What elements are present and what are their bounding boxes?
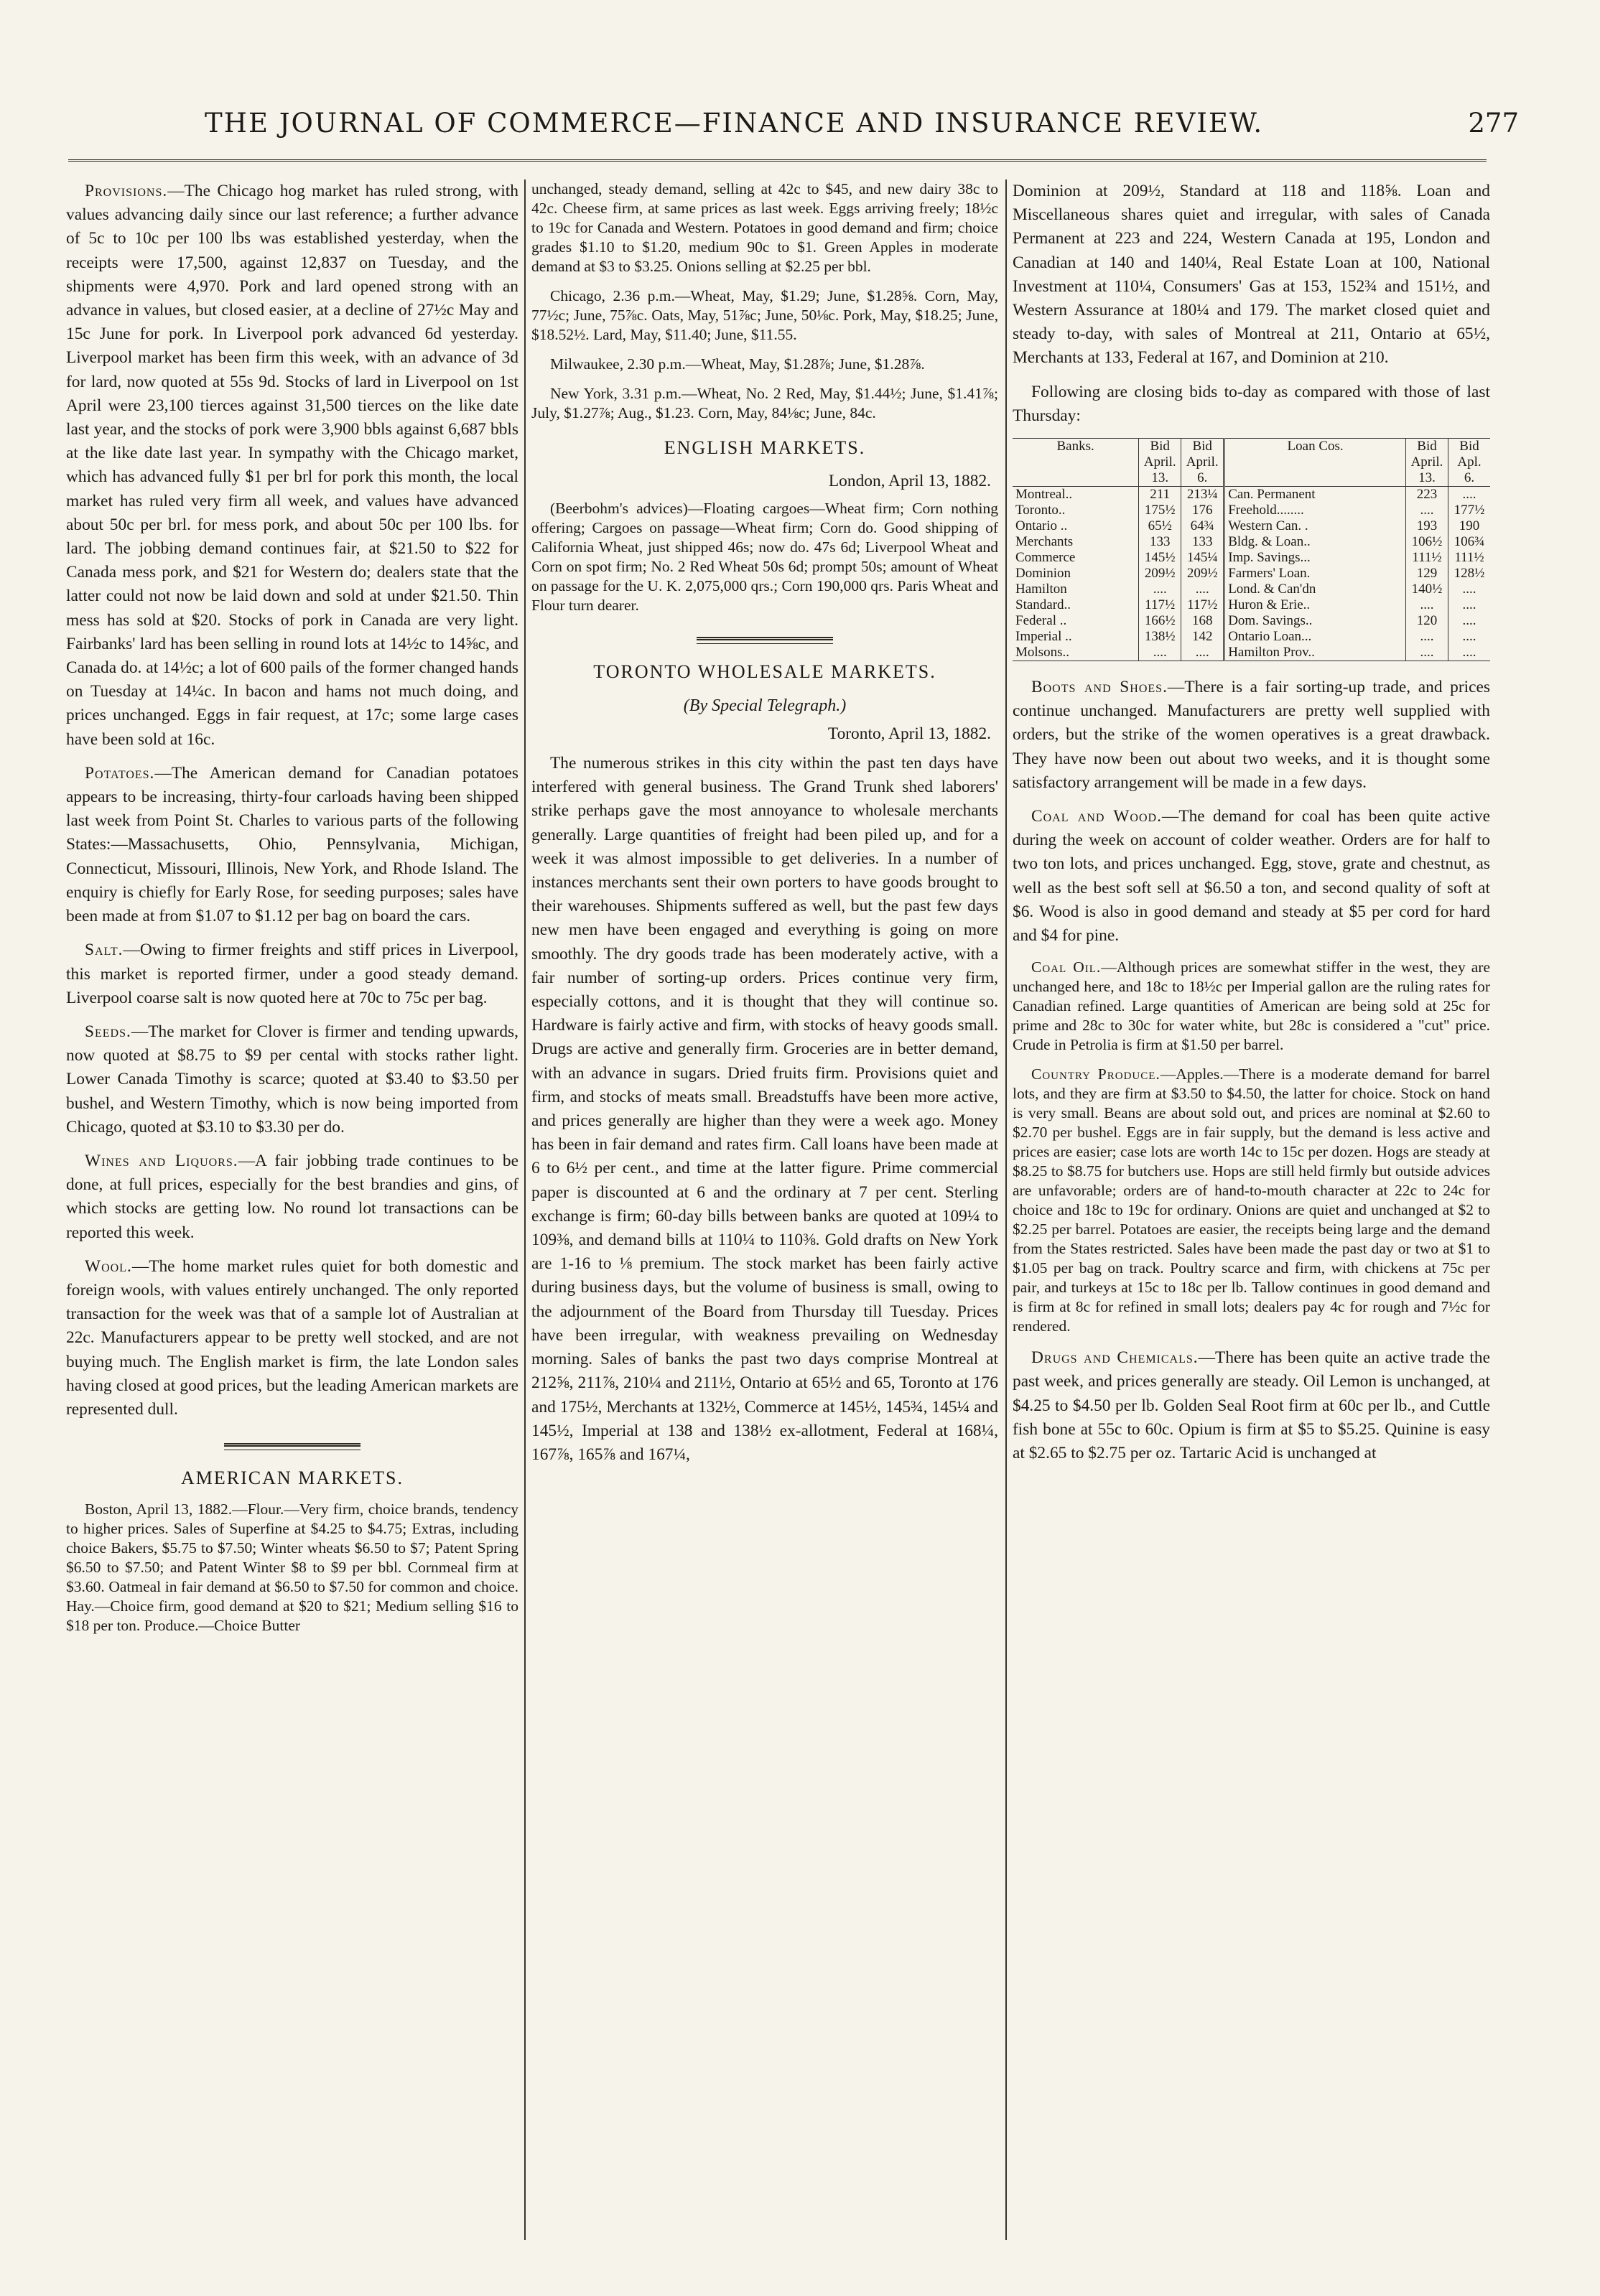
- coal-wood-paragraph: [1013, 805, 1490, 948]
- table-cell: Ontario ..: [1015, 518, 1068, 534]
- header-rule: [68, 159, 1487, 162]
- table-cell: 175½: [1139, 503, 1181, 518]
- paragraph-text: —Although prices are somewhat stiffer in the west, they are unchanged here, and 18c to 18½c per Imperial gallon are the ruling rates for Canadian refined. Large quantities of American are being sold at 25c for prime and 28c to 30c for water white, but 28c is considered a "cut" price. Crude in Petrolia is firm at $1.50 per barrel.: [1013, 958, 1490, 1054]
- table-row: [1013, 534, 1490, 550]
- section-lead: Seeds.: [85, 1022, 131, 1041]
- table-cell: Freehold........: [1224, 503, 1406, 518]
- paragraph-text: —The home market rules quiet for both domestic and foreign wools, with values entirely unchanged. The only reported transaction for the week was that of a sample lot of Australian at 22c. Manufacturers appear to be pretty well stocked, and are not buying much. The English market is firm, the late London sales having closed at good prices, but the leading American markets are represented dull.: [66, 1256, 518, 1419]
- table-row: [1013, 613, 1490, 629]
- new-york-paragraph: New York, 3.31 p.m.—Wheat, No. 2 Red, May, $1.44½; June, $1.41⅞; July, $1.27⅞; Aug., $1.23. Corn, May, 84⅛c; June, 84c.: [531, 385, 998, 421]
- section-lead: Coal Oil.: [1031, 958, 1102, 976]
- table-cell: 176: [1181, 503, 1224, 518]
- table-cell: Lond. & Can'dn: [1224, 582, 1406, 597]
- table-row: [1013, 582, 1490, 597]
- paragraph-text: —There is a fair sorting-up trade, and prices continue unchanged. Manufacturers are pretty well supplied with orders, but the strike of the women operatives is a great drawback. They have now been out about two weeks, and it is thought some satisfactory arrangement will be made in a few days.: [1013, 678, 1490, 792]
- closing-bids-table: [1013, 438, 1490, 661]
- drugs-paragraph: [1013, 1346, 1490, 1465]
- closing-bids-intro: Following are closing bids to-day as compared with those of last Thursday:: [1013, 382, 1490, 425]
- paragraph-text: —The demand for coal has been quite active during the week on account of colder weather. Orders are for half to two ton lots, and prices unchanged. Egg, stove, grate and chestnut, as well as the best soft sell at $6.50 a ton, and second quality of soft at $6. Wood is also in good demand and steady at $5 per cord for hard and $4 for pine.: [1013, 807, 1490, 946]
- section-lead: Drugs and Chemicals.: [1031, 1348, 1199, 1368]
- table-cell: 111½: [1448, 550, 1491, 566]
- stock-sales-paragraph: Dominion at 209½, Standard at 118 and 118⅝. Loan and Miscellaneous shares quiet and irregular, with sales of Canada Permanent at 223 and 224, Western Canada at 195, London and Canadian at 140 and 140¼, Real Estate Loan at 100, National Investment at 110¼, Consumers' Gas at 153, 152¾ and 151½, and Western Assurance at 180¼ and 179. The market closed quiet and steady to-day, with sales of Montreal at 211, Ontario at 65½, Merchants at 133, Federal at 167, and Dominion at 210.: [1013, 182, 1490, 368]
- table-cell: Bldg. & Loan..: [1224, 534, 1406, 550]
- journal-title: THE JOURNAL OF COMMERCE—FINANCE AND INSURANCE REVIEW.: [205, 108, 1264, 139]
- table-cell: 193: [1406, 518, 1448, 534]
- table-cell: 128½: [1448, 566, 1491, 582]
- table-cell: 209½: [1181, 566, 1224, 582]
- beerbohm-paragraph: (Beerbohm's advices)—Floating cargoes—Wheat firm; Corn nothing offering; Cargoes on passage—Wheat firm; Corn do. Good shipping of California Wheat, just shipped 46s; now do. 47s 6d; Liverpool Wheat and Corn on spot firm; No. 2 Red Wheat 50s 6d; prompt 50s; amount of Wheat on passage for the U. K. 2,075,000 qrs.; Corn 190,000 qrs. Paris Wheat and Flour turn dearer.: [531, 500, 998, 615]
- table-cell: 111½: [1406, 550, 1448, 566]
- table-cell: 145¼: [1181, 550, 1224, 566]
- page-header: [65, 108, 1519, 151]
- table-cell: Hamilton: [1015, 582, 1067, 597]
- table-cell: 168: [1181, 613, 1224, 629]
- table-cell: 190: [1448, 518, 1491, 534]
- section-lead: Wines and Liquors.: [85, 1151, 238, 1170]
- table-cell: 166½: [1139, 613, 1181, 629]
- table-cell: ....: [1406, 629, 1448, 645]
- section-lead: Wool.: [85, 1256, 132, 1276]
- section-lead: Potatoes.: [85, 763, 155, 783]
- column-divider: [524, 179, 526, 2240]
- paragraph-text: —The market for Clover is firmer and tending upwards, now quoted at $8.75 to $9 per cental with stocks rather light. Lower Canada Timothy is scarce; quoted at $3.40 to $3.50 per bushel, and Western Timothy, which is now being imported from Chicago, quoted at $3.10 to $3.30 per do.: [66, 1022, 518, 1137]
- table-row: [1013, 503, 1490, 518]
- chicago-paragraph: Chicago, 2.36 p.m.—Wheat, May, $1.29; June, $1.28⅝. Corn, May, 77½c; June, 75⅞c. Oats, May, 51⅞c; June, 50⅛c. Pork, May, $18.25; June, $18.52½. Lard, May, $11.40; June, $11.55.: [531, 287, 998, 343]
- table-row: [1013, 550, 1490, 566]
- table-header-cell: Bid April. 6.: [1181, 439, 1224, 487]
- paragraph-text: —There has been quite an active trade the past week, and prices generally are steady. Oil Lemon is unchanged, at $4.25 to $4.50 per lb. Golden Seal Root firm at 60c per lb., and Cuttle fish bone at 55c to 60c. Opium is firm at $5 to $5.25. Quinine is easy at $2.65 to $2.75 per oz. Tartaric Acid is unchanged at: [1013, 1348, 1490, 1463]
- table-cell: Can. Permanent: [1224, 487, 1406, 503]
- paragraph-text: —The Chicago hog market has ruled strong, with values advancing daily since our last reference; a further advance of 5c to 10c per 100 lbs was established yesterday, when the receipts were 17,500, against 12,837 on Tuesday, and the shipments were 4,970. Pork and lard opened strong with an advance in values, but closed easier, at a decline of 27½c May and 15c June for pork. In Liverpool pork advanced 6d yesterday. Liverpool market has been firm this week, with an advance of 3d for lard, now quoted at 55s 9d. Stocks of lard in Liverpool on 1st April were 23,100 tierces against 31,500 tierces on the like date last year, and the stocks of pork were 3,900 bbls against 6,687 bbls at the like date last year. In sympathy with the Chicago market, which has advanced fully $1 per brl for pork this month, the local market has ruled very firm all week, and values have advanced about 50c per brl. for mess pork, and about 50c per 100 lbs. for lard. The jobbing demand continues fair, at $21.50 to $22 for Canada mess pork, and $21 for Western do; dealers state that the latter could not now be laid down and sold at under $21.50. Thin mess has sold at $20. Stocks of pork in Canada are very light. Fairbanks' lard has been selling in round lots at 14½c to 14⅝c, and Canada do. at 14½c; a lot of 600 pails of the former changed hands on Tuesday at 14¼c. In bacon and hams not much doing, and prices unchanged. Eggs in fair request, at 17c; some large cases have been sold at 16c.: [66, 182, 518, 749]
- salt-paragraph: [66, 938, 518, 1010]
- table-cell: ....: [1406, 503, 1448, 518]
- table-cell: ....: [1448, 487, 1491, 503]
- table-cell: 209½: [1139, 566, 1181, 582]
- table-cell: Western Can. .: [1224, 518, 1406, 534]
- table-cell: 133: [1139, 534, 1181, 550]
- seeds-paragraph: [66, 1020, 518, 1139]
- table-cell: Montreal..: [1015, 487, 1073, 503]
- wool-paragraph: [66, 1255, 518, 1422]
- table-cell: Commerce: [1015, 550, 1076, 566]
- page-number: 277: [1468, 108, 1519, 139]
- ornamental-rule: [224, 1443, 361, 1450]
- table-cell: 138½: [1139, 629, 1181, 645]
- table-cell: Merchants: [1015, 534, 1074, 550]
- table-cell: ....: [1448, 613, 1491, 629]
- provisions-paragraph: [66, 179, 518, 752]
- table-cell: 106½: [1406, 534, 1448, 550]
- column-2: [531, 179, 998, 2240]
- table-row: [1013, 629, 1490, 645]
- toronto-dateline: Toronto, April 13, 1882.: [827, 724, 991, 743]
- english-dateline: London, April 13, 1882.: [828, 472, 991, 491]
- section-lead: Salt.: [85, 941, 124, 960]
- table-cell: 106¾: [1448, 534, 1491, 550]
- english-markets-heading: ENGLISH MARKETS.: [664, 437, 866, 458]
- toronto-paragraph: The numerous strikes in this city within the past ten days have interfered with general business. The Grand Trunk shed laborers' strike perhaps gave the most annoyance to wholesale merchants generally. Large quantities of freight had been piled up, and for a week it was almost impossible to get deliveries. In a number of instances merchants sent their own porters to have goods brought to their warehouses. Shipments suffered as well, but the past few days new men have been engaged and everything is going on more smoothly. The dry goods trade has been moderately active, with a fair number of sorting-up orders. Prices continue very firm, especially cottons, and it is thought that they will continue so. Hardware is fairly active and firm, with stocks of heavy goods small. Drugs are active and generally firm. Groceries are in better demand, with an advance in sugars. Dried fruits firm. Provisions quiet and firm, and stocks of meats small. Breadstuffs have been more active, and prices generally are higher than they were a week ago. Money has been in fair demand and rates firm. Call loans have been made at 6 to 6½ per cent., and time at the latter figure. Prime commercial paper is discounted at 6 and the ordinary at 7 per cent. Sterling exchange is firm; 60-day bills between banks are quoted at 109¼ to 109⅜, and demand bills at 110¼ to 110⅜. Gold drafts on New York are 1-16 to ⅛ premium. The stock market has been fairly active during business days, but the volume of business is small, owing to the adjournment of the Board from Thursday till Tuesday. Prices have been irregular, with weakness prevailing on Wednesday morning. Sales of banks the past two days comprise Montreal at 212⅝, 211⅞, 210¼ and 211½, Ontario at 65½ and 65, Toronto at 176 and 175½, Merchants at 132½, Commerce at 145½, 145¾, 145¼ and 145½, Imperial at 138 and 138½ ex-allotment, Federal at 168¼, 167⅞, 165⅞ and 167¼,: [531, 754, 998, 1464]
- table-cell: 211: [1139, 487, 1181, 503]
- column-divider: [1005, 179, 1007, 2240]
- toronto-markets-heading: TORONTO WHOLESALE MARKETS.: [593, 661, 936, 683]
- table-row: [1013, 487, 1490, 503]
- table-cell: 120: [1406, 613, 1448, 629]
- table-header-row: [1013, 439, 1490, 487]
- table-cell: Molsons..: [1013, 645, 1139, 661]
- paragraph-text: —Owing to firmer freights and stiff prices in Liverpool, this market is reported firmer, under a good steady demand. Liverpool coarse salt is now quoted here at 70c to 75c per bag.: [66, 941, 518, 1007]
- table-cell: 117½: [1181, 597, 1224, 613]
- paragraph-text: —The American demand for Canadian potatoes appears to be increasing, thirty-four carloads having been shipped last week from Point St. Charles to various parts of the following States:—Massachusetts, Ohio, Pennsylvania, Michigan, Connecticut, Missouri, Illinois, New York, and Rhode Island. The enquiry is chiefly for Early Rose, for seeding purposes; sales have been made at from $1.07 to $1.12 per bag on board the cars.: [66, 763, 518, 926]
- table-cell: ....: [1448, 597, 1491, 613]
- table-cell: ....: [1448, 582, 1491, 597]
- table-cell: 145½: [1139, 550, 1181, 566]
- table-cell: ....: [1406, 597, 1448, 613]
- potatoes-paragraph: [66, 762, 518, 928]
- boots-paragraph: [1013, 676, 1490, 795]
- boston-paragraph: Boston, April 13, 1882.—Flour.—Very firm, choice brands, tendency to higher prices. Sales of Superfine at $4.25 to $4.75; Extras, including choice Bakers, $5.75 to $7.50; Winter wheats $6.50 to $7; Patent Spring $6.50 to $7.50; and Patent Winter $8 to $9 per bbl. Cornmeal firm at $3.60. Oatmeal in fair demand at $6.50 to $7.50 for common and choice. Hay.—Choice firm, good demand at $20 to $21; Medium selling $16 to $18 per ton. Produce.—Choice Butter: [66, 1501, 518, 1635]
- table-cell: Hamilton Prov..: [1224, 645, 1406, 661]
- table-cell: ....: [1181, 582, 1224, 597]
- table-cell: ....: [1139, 582, 1181, 597]
- toronto-subheading: (By Special Telegraph.): [683, 696, 847, 715]
- table-cell: Imp. Savings...: [1224, 550, 1406, 566]
- paragraph-text: —A fair jobbing trade continues to be done, at full prices, especially for the best brandies and gins, of which stocks are getting low. No round lot transactions can be reported this week.: [66, 1151, 518, 1242]
- coal-oil-paragraph: [1013, 958, 1490, 1055]
- table-cell: 142: [1181, 629, 1224, 645]
- table-row: [1013, 518, 1490, 534]
- table-cell: 177½: [1448, 503, 1491, 518]
- table-row: [1013, 597, 1490, 613]
- table-cell: ....: [1448, 645, 1491, 661]
- table-header-cell: Banks.: [1013, 439, 1139, 487]
- wines-paragraph: [66, 1149, 518, 1245]
- table-row: [1013, 566, 1490, 582]
- table-cell: 133: [1181, 534, 1224, 550]
- table-cell: 140½: [1406, 582, 1448, 597]
- table-cell: Huron & Erie..: [1224, 597, 1406, 613]
- table-header-cell: Bid Apl. 6.: [1448, 439, 1491, 487]
- section-lead: Boots and Shoes.: [1031, 678, 1168, 697]
- table-cell: Dom. Savings..: [1224, 613, 1406, 629]
- american-markets-heading: AMERICAN MARKETS.: [181, 1467, 404, 1489]
- table-row: [1013, 645, 1490, 661]
- column-3: [1013, 179, 1490, 2240]
- table-cell: Imperial ..: [1015, 629, 1072, 645]
- table-cell: 65½: [1139, 518, 1181, 534]
- table-cell: Toronto..: [1015, 503, 1066, 518]
- table-cell: 129: [1406, 566, 1448, 582]
- section-lead: Country Produce.: [1031, 1065, 1161, 1083]
- milwaukee-paragraph: Milwaukee, 2.30 p.m.—Wheat, May, $1.28⅞; June, $1.28⅞.: [550, 355, 925, 373]
- table-cell: ....: [1181, 645, 1224, 661]
- table-cell: Ontario Loan...: [1224, 629, 1406, 645]
- table-cell: Standard..: [1015, 597, 1071, 613]
- boston-continued-paragraph: unchanged, steady demand, selling at 42c to $45, and new dairy 38c to 42c. Cheese firm, at same prices as last week. Eggs arriving freely; 18½c to 19c for Canada and Western. Potatoes in good demand and firm; choice grades $1.10 to $1.20, medium 90c to $1. Green Apples in moderate demand at $3 to $3.25. Onions selling at $2.25 per bbl.: [531, 180, 998, 275]
- table-cell: ....: [1448, 629, 1491, 645]
- table-cell: Dominion: [1015, 566, 1071, 582]
- column-1: [66, 179, 518, 2240]
- table-header-cell: Bid April. 13.: [1406, 439, 1448, 487]
- table-cell: 223: [1406, 487, 1448, 503]
- section-lead: Provisions.: [85, 182, 168, 200]
- table-cell: 64¾: [1181, 518, 1224, 534]
- table-cell: 213¼: [1181, 487, 1224, 503]
- table-cell: Federal ..: [1015, 613, 1067, 629]
- paragraph-text: —Apples.—There is a moderate demand for barrel lots, and they are firm at $3.50 to $4.50, the latter for choice. Stock on hand is very small. Beans are about sold out, and prices are nominal at $2.60 to $2.70 per bushel. Eggs are in fair supply, but the demand is less active and prices are easier; case lots are worth 14c to 15c per dozen. Hogs are steady at $8.25 to $8.75 for butchers use. Hops are still held firmly but outside advices are unfavorable; orders are of hand-to-mouth character at 22c to 24c for choice and 18c to 19c for ordinary. Onions are quiet and unchanged at $2 to $2.25 per barrel. Potatoes are easier, the receipts being large and the demand from the States restricted. Sales have been made the past day or two at $1 to $1.05 per bag on track. Poultry scarce and firm, with chickens at 75c per pair, and turkeys at 15c to 18c per lb. Tallow continues in good demand and is firm at 8c for refined in small lots; dealers pay 4c for rough and 7½c for rendered.: [1013, 1065, 1490, 1335]
- table-header-cell: Bid April. 13.: [1139, 439, 1181, 487]
- section-lead: Coal and Wood.: [1031, 807, 1162, 826]
- table-cell: Farmers' Loan.: [1224, 566, 1406, 582]
- ornamental-rule: [697, 637, 833, 644]
- country-produce-paragraph: [1013, 1065, 1490, 1336]
- table-cell: 117½: [1139, 597, 1181, 613]
- table-cell: ....: [1406, 645, 1448, 661]
- table-header-cell: Loan Cos.: [1224, 439, 1406, 487]
- table-cell: ....: [1139, 645, 1181, 661]
